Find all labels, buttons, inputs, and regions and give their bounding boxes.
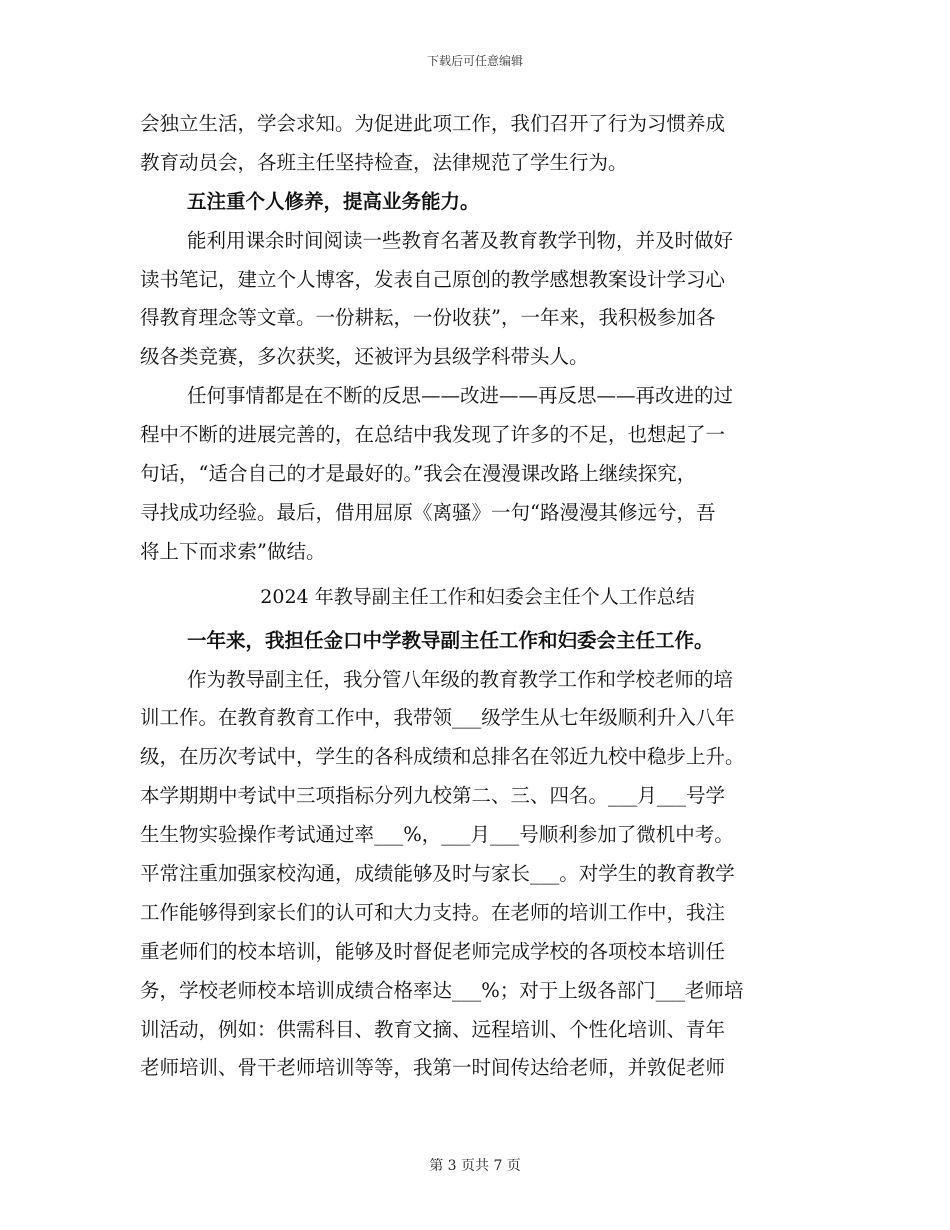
- text-line: 作为教导副主任，我分管八年级的教育教学工作和学校老师的培: [187, 667, 734, 691]
- text-line: 级，在历次考试中，学生的各科成绩和总排名在邻近九校中稳步上升。: [140, 745, 745, 769]
- page-header: 下载后可任意编辑: [426, 54, 523, 68]
- document-title: 2024 年教导副主任工作和妇委会主任个人工作总结: [260, 585, 695, 608]
- text-line: 句话，“适合自己的才是最好的。”我会在漫漫课改路上继续探究，: [140, 462, 697, 486]
- text-line: 重老师们的校本培训，能够及时督促老师完成学校的各项校本培训任: [140, 939, 726, 963]
- document-body: [140, 105, 815, 1088]
- text-line: 生生物实验操作考试通过率___%，___月___号顺利参加了微机中考。: [140, 823, 734, 847]
- text-line: 寻找成功经验。最后，借用屈原《离骚》一句“路漫漫其修远兮，吾: [140, 500, 716, 524]
- text-line: 读书笔记，建立个人博客，发表自己原创的教学感想教案设计学习心: [140, 267, 726, 291]
- text-line: 训工作。在教育教育工作中，我带领___级学生从七年级顺利升入八年: [140, 706, 735, 730]
- text-line: 任何事情都是在不断的反思——改进——再反思——再改进的过: [187, 384, 734, 408]
- text-line: 程中不断的进展完善的，在总结中我发现了许多的不足，也想起了一: [140, 423, 726, 447]
- text-line: 能利用课余时间阅读一些教育名著及教育教学刊物，并及时做好: [187, 228, 734, 252]
- text-line: 训活动，例如：供需科目、教育文摘、远程培训、个性化培训、青年: [140, 1017, 726, 1041]
- page-footer: 第 3 页共 7 页: [429, 1158, 521, 1174]
- section-heading: 五注重个人修养，提高业务能力。: [187, 189, 480, 213]
- text-line: 将上下而求索”做结。: [140, 539, 326, 563]
- text-line: 老师培训、骨干老师培训等等，我第一时间传达给老师，并敦促老师: [140, 1056, 726, 1080]
- section-heading: 一年来，我担任金口中学教导副主任工作和妇委会主任工作。: [187, 628, 714, 652]
- text-line: 会独立生活，学会求知。为促进此项工作，我们召开了行为习惯养成: [140, 112, 726, 135]
- text-line: 级各类竞赛，多次获奖，还被评为县级学科带头人。: [140, 345, 589, 369]
- text-line: 教育动员会，各班主任坚持检查，法律规范了学生行为。: [140, 150, 628, 174]
- text-line: 工作能够得到家长们的认可和大力支持。在老师的培训工作中，我注: [140, 900, 726, 924]
- text-line: 本学期期中考试中三项指标分列九校第二、三、四名。___月___号学: [140, 784, 726, 808]
- text-line: 平常注重加强家校沟通，成绩能够及时与家长___。对学生的教育教学: [140, 862, 735, 886]
- text-line: 得教育理念等文章。一份耕耘，一份收获”，一年来，我积极参加各: [140, 306, 716, 330]
- text-line: 务，学校老师校本培训成绩合格率达___%；对于上级各部门___老师培: [140, 978, 744, 1002]
